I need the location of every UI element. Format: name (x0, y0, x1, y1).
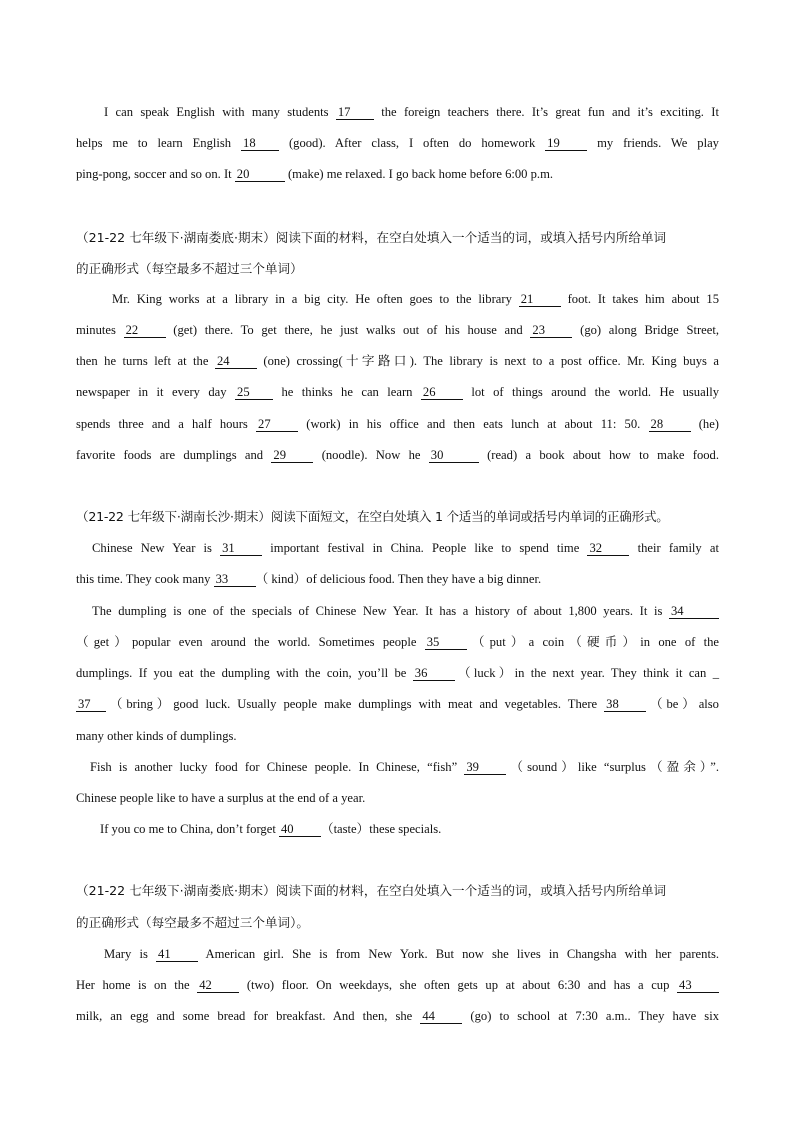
s3-line-1: Chinese New Year is 31 important festival in China. People like to spend time 32 their family at (92, 541, 719, 555)
s2-line-2: minutes 22 (get) there. To get there, he just walks out of his house and 23 (go) along Bridge Street, (76, 323, 719, 337)
s4-header-line-1: （21-22 七年级下·湖南娄底·期末）阅读下面的材料，在空白处填入一个适当的词，或填入括号内所给单词 (76, 883, 667, 898)
s3-header: （21-22 七年级下·湖南长沙·期末）阅读下面短文，在空白处填入 1 个适当的单词或括号内单词的正确形式。 (76, 509, 669, 524)
blank-43[interactable]: 43 (677, 979, 719, 993)
s2-line-4: newspaper in it every day 25 he thinks he can learn 26 lot of things around the world. He usually (76, 385, 719, 399)
blank-26[interactable]: 26 (421, 386, 463, 400)
blank-28[interactable]: 28 (649, 418, 691, 432)
s4-header-line-2: 的正确形式（每空最多不超过三个单词）。 (76, 915, 309, 930)
s4-line-1: Mary is 41 American girl. She is from New York. But now she lives in Changsha with her parents. (104, 947, 719, 961)
blank-38[interactable]: 38 (604, 698, 646, 712)
s1-line-3: ping-pong, soccer and so on. It 20 (make) me relaxed. I go back home before 6:00 p.m. (76, 167, 554, 181)
blank-37[interactable]: 37 (76, 698, 106, 712)
s3-line-7: many other kinds of dumplings. (76, 729, 237, 743)
blank-29[interactable]: 29 (271, 449, 313, 463)
s3-line-6: 37 （bring）good luck. Usually people make dumplings with meat and vegetables. There 38 （be）also (78, 697, 719, 711)
s3-line-5: dumplings. If you eat the dumpling with the coin, you’ll be 36 （luck）in the next year. They think it can _ (76, 666, 719, 680)
blank-20[interactable]: 20 (235, 168, 285, 182)
s3-line-8: Fish is another lucky food for Chinese people. In Chinese, “fish” 39 （sound）like “surplus（盈余）”. (90, 760, 719, 774)
blank-33[interactable]: 33 (214, 573, 256, 587)
blank-21[interactable]: 21 (519, 293, 561, 307)
blank-40[interactable]: 40 (279, 823, 321, 837)
blank-22[interactable]: 22 (124, 324, 166, 338)
s3-line-3: The dumpling is one of the specials of Chinese New Year. It has a history of about 1,800 years. It is 34 (92, 603, 719, 619)
blank-36[interactable]: 36 (413, 667, 455, 681)
blank-35[interactable]: 35 (425, 636, 467, 650)
blank-17[interactable]: 17 (336, 106, 374, 120)
s1-line-1: I can speak English with many students 17 the foreign teachers there. It’s great fun and it’s exciting. It (104, 105, 719, 119)
s4-line-3: milk, an egg and some bread for breakfast. And then, she 44 (go) to school at 7:30 a.m.. They have six (76, 1009, 719, 1023)
blank-44[interactable]: 44 (420, 1010, 462, 1024)
blank-19[interactable]: 19 (545, 137, 587, 151)
blank-42[interactable]: 42 (197, 979, 239, 993)
blank-39[interactable]: 39 (464, 761, 506, 775)
blank-18[interactable]: 18 (241, 137, 279, 151)
blank-25[interactable]: 25 (235, 386, 273, 400)
blank-31[interactable]: 31 (220, 542, 262, 556)
s2-line-6: favorite foods are dumplings and 29 (noodle). Now he 30 (read) a book about how to make food. (76, 448, 719, 462)
s2-header-line-2: 的正确形式（每空最多不超过三个单词） (76, 261, 303, 276)
s3-line-2: this time. They cook many 33 （ kind）of delicious food. Then they have a big dinner. (76, 572, 542, 586)
blank-34[interactable]: 34 (669, 605, 719, 619)
s3-line-4: （get）popular even around the world. Sometimes people 35 （put）a coin（硬币）in one of the (76, 635, 719, 649)
s2-line-1: Mr. King works at a library in a big city. He often goes to the library 21 foot. It takes him about 15 (112, 292, 719, 306)
blank-27[interactable]: 27 (256, 418, 298, 432)
s1-line-2: helps me to learn English 18 (good). After class, I often do homework 19 my friends. We play (76, 136, 719, 150)
blank-30[interactable]: 30 (429, 449, 479, 463)
s2-line-5: spends three and a half hours 27 (work) in his office and then eats lunch at about 11: 50. 28 (he) (76, 417, 719, 431)
s4-line-2: Her home is on the 42 (two) floor. On weekdays, she often gets up at about 6:30 and has a cup 43 (76, 977, 719, 993)
s2-header-line-1: （21-22 七年级下·湖南娄底·期末）阅读下面的材料，在空白处填入一个适当的词，或填入括号内所给单词 (76, 230, 667, 245)
s3-line-10: If you co me to China, don’t forget 40 （taste）these specials. (100, 822, 442, 836)
blank-41[interactable]: 41 (156, 948, 198, 962)
blank-32[interactable]: 32 (587, 542, 629, 556)
blank-24[interactable]: 24 (215, 355, 257, 369)
s3-line-9: Chinese people like to have a surplus at the end of a year. (76, 791, 366, 805)
blank-23[interactable]: 23 (530, 324, 572, 338)
s2-line-3: then he turns left at the 24 (one) crossing(十字路口). The library is next to a post office. Mr. King buys a (76, 354, 719, 368)
